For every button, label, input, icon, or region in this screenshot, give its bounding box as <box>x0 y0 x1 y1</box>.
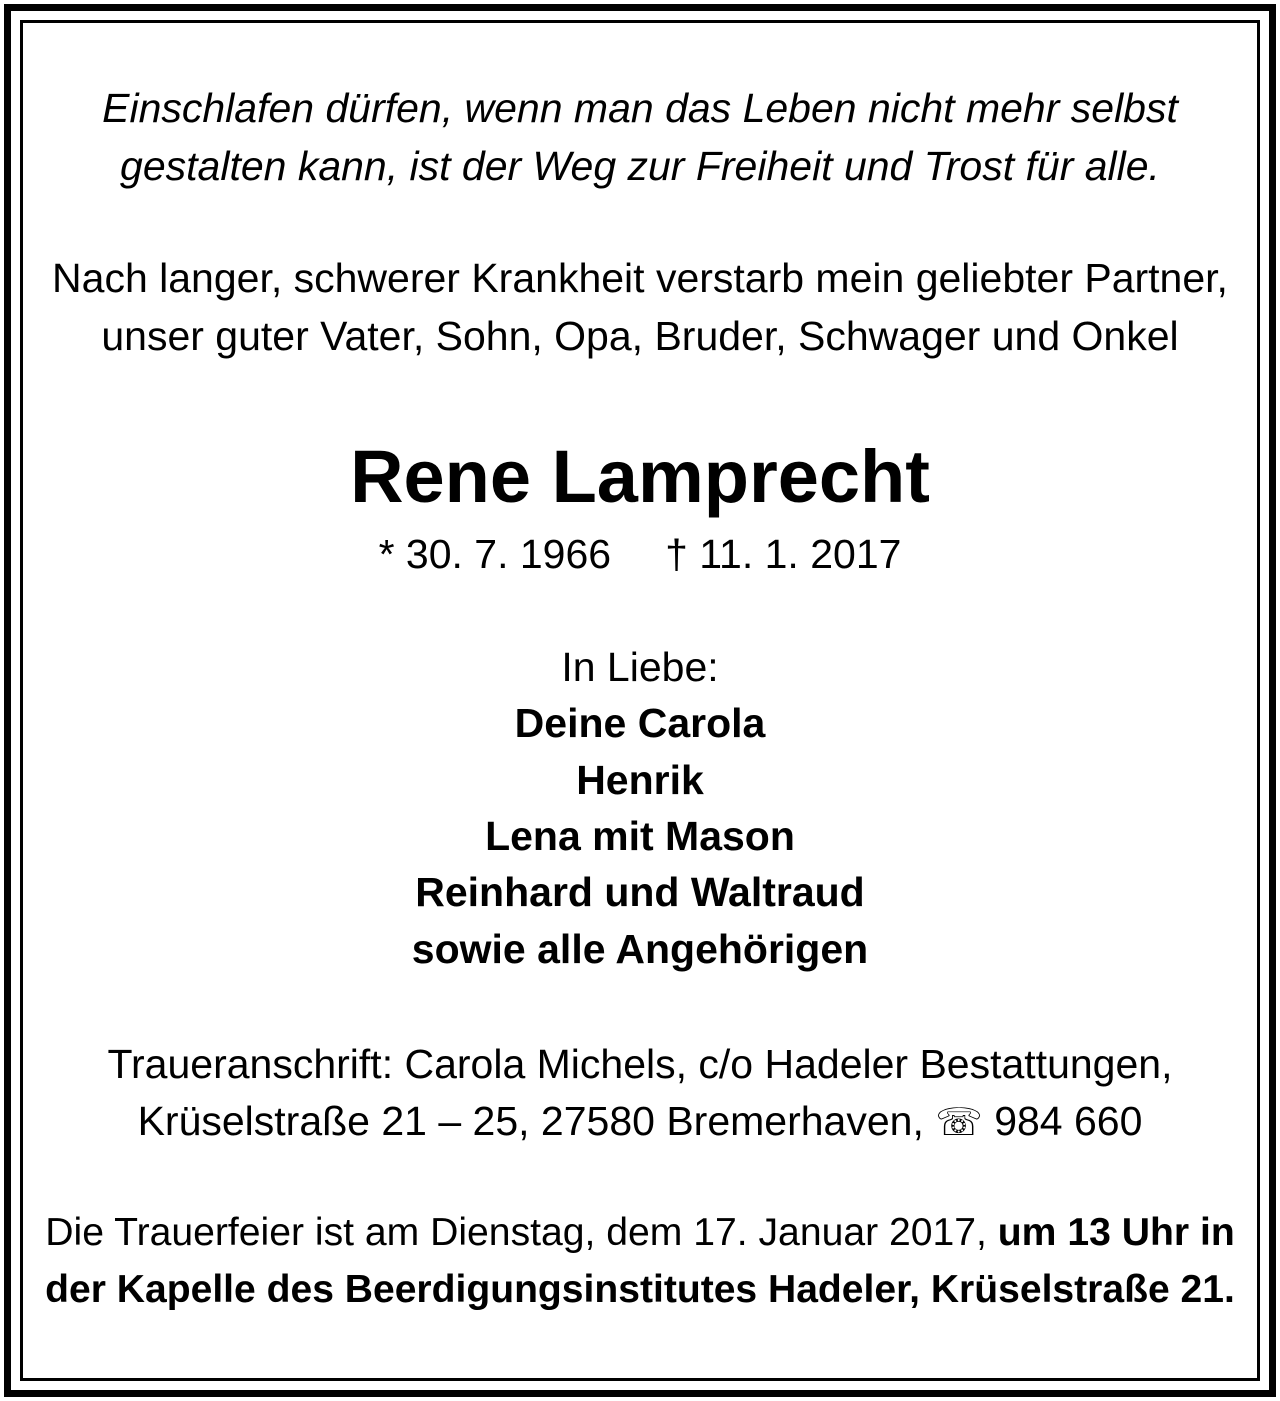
intro-line-1: Nach langer, schwerer Krankheit verstarb mein geliebter Partner, <box>52 255 1228 301</box>
mourners-heading: In Liebe: <box>561 644 719 690</box>
address-street: Krüselstraße 21 – 25, 27580 Bremerhaven, <box>137 1098 924 1144</box>
service-time: um 13 Uhr in <box>997 1211 1235 1254</box>
intro-line-2: unser guter Vater, Sohn, Opa, Bruder, Schwager und Onkel <box>101 313 1179 359</box>
birth-date: * 30. 7. 1966 <box>378 531 612 577</box>
service-location: der Kapelle des Beerdigungsinstitutes Hadeler, Krüselstraße 21. <box>45 1268 1235 1311</box>
life-dates <box>0 531 1280 577</box>
mourner-name: Reinhard und Waltraud <box>415 869 865 915</box>
phone-number: 984 660 <box>994 1098 1143 1144</box>
mourner-name: Deine Carola <box>514 700 766 746</box>
address-line-1: Traueranschrift: Carola Michels, c/o Hadeler Bestattungen, <box>107 1041 1173 1087</box>
motto-line-2: gestalten kann, ist der Weg zur Freiheit und Trost für alle. <box>120 143 1160 189</box>
service-date: Die Trauerfeier ist am Dienstag, dem 17. Januar 2017, <box>45 1211 987 1254</box>
mourner-name: Henrik <box>576 757 704 803</box>
deceased-name: Rene Lamprecht <box>350 435 930 518</box>
address-line-2 <box>0 1098 1280 1144</box>
mourner-name: Lena mit Mason <box>485 813 795 859</box>
service-line-1 <box>0 1213 1280 1252</box>
mourner-name: sowie alle Angehörigen <box>411 926 869 972</box>
death-date: † 11. 1. 2017 <box>665 531 902 577</box>
telephone-icon: ☏ <box>935 1102 983 1144</box>
motto-line-1: Einschlafen dürfen, wenn man das Leben nicht mehr selbst <box>102 85 1178 131</box>
